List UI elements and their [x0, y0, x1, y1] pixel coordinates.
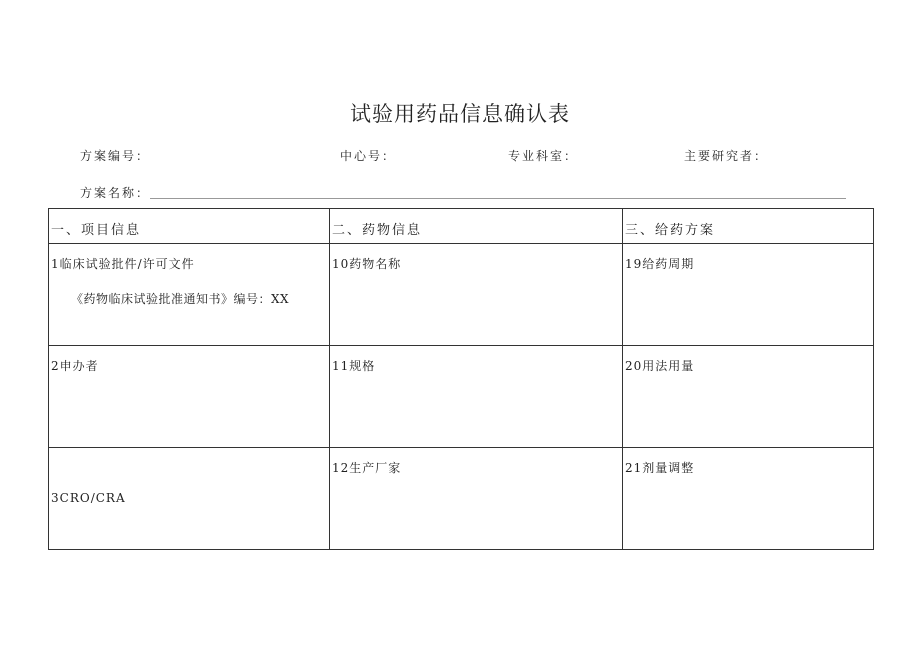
cell-usage-dosage — [623, 346, 874, 448]
cell-dose-adjustment — [623, 448, 874, 550]
department-label: 专业科室： — [508, 149, 579, 163]
manufacturer-label: 12生产厂家 — [332, 461, 402, 475]
protocol-name-underline — [150, 198, 846, 199]
header-project-info: 一、项目信息 — [49, 209, 330, 244]
cell-approval-document — [49, 244, 330, 346]
cell-manufacturer — [330, 448, 623, 550]
approval-notice-number: 《药物临床试验批准通知书》编号：XX — [71, 292, 290, 306]
drug-name-label: 10药物名称 — [332, 257, 402, 271]
table-row — [49, 346, 874, 448]
protocol-number-label: 方案编号： — [80, 149, 151, 163]
cell-sponsor — [49, 346, 330, 448]
cell-specification — [330, 346, 623, 448]
document-title: 试验用药品信息确认表 — [350, 102, 570, 126]
cro-cra-label: 3CRO/CRA — [51, 491, 126, 505]
cell-dosing-cycle — [623, 244, 874, 346]
principal-investigator-label: 主要研究者： — [684, 149, 769, 163]
header-dosing-plan: 三、给药方案 — [623, 209, 874, 244]
table-row — [49, 448, 874, 550]
table-header-row — [49, 209, 874, 244]
drug-info-table — [48, 208, 874, 550]
usage-dosage-label: 20用法用量 — [625, 359, 695, 373]
dose-adjustment-label: 21剂量调整 — [625, 461, 695, 475]
table-row — [49, 244, 874, 346]
dosing-cycle-label: 19给药周期 — [625, 257, 695, 271]
sponsor-label: 2申办者 — [51, 359, 99, 373]
center-number-label: 中心号： — [340, 149, 397, 163]
cell-drug-name — [330, 244, 623, 346]
approval-document-label: 1临床试验批件/许可文件 — [51, 257, 195, 271]
header-drug-info: 二、药物信息 — [330, 209, 623, 244]
protocol-name-label: 方案名称： — [80, 186, 151, 200]
specification-label: 11规格 — [332, 359, 376, 373]
cell-cro-cra — [49, 448, 330, 550]
